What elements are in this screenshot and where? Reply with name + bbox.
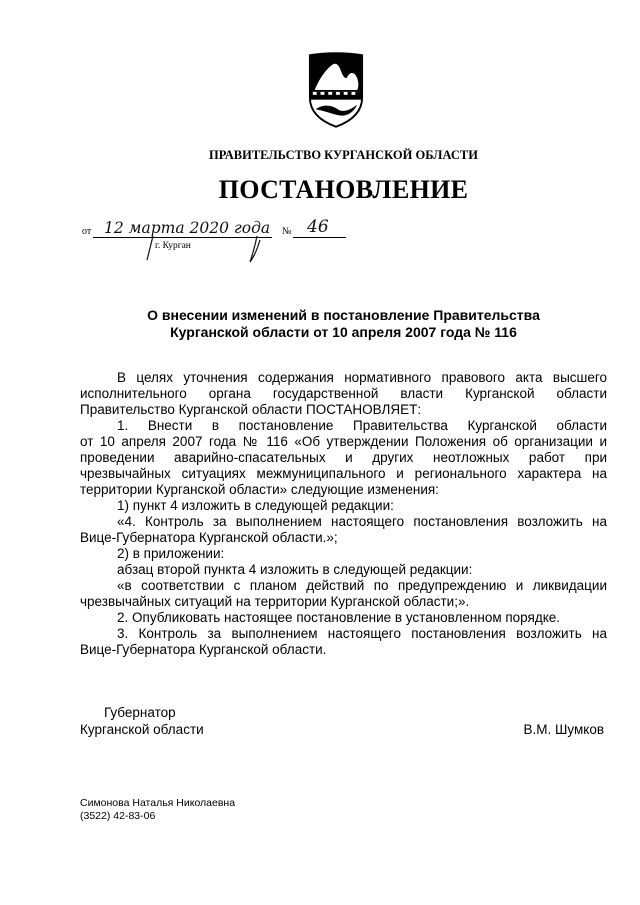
document-title — [80, 307, 607, 341]
fortress-wall — [310, 92, 362, 100]
handwriting-strokes — [140, 224, 270, 266]
body-line: Вице-Губернатора Курганской области.»; — [80, 530, 338, 545]
body-line: чрезвычайных ситуациях межмуниципального и регионального характера на — [80, 466, 607, 481]
body-line: «в соответствии с планом действий по предупреждению и ликвидации — [117, 578, 607, 593]
signatory-position: Губернатор — [104, 705, 176, 720]
body-line: Вице-Губернатора Курганской области. — [80, 642, 327, 657]
executor-name: Симонова Наталья Николаевна — [80, 797, 236, 809]
body-line: исполнительного органа государственной власти Курганской области — [80, 386, 607, 401]
document-type-heading: ПОСТАНОВЛЕНИЕ — [218, 175, 469, 204]
coat-of-arms-icon — [307, 51, 365, 129]
handwriting-stroke — [147, 236, 153, 260]
body-line: от 10 апреля 2007 года № 116 «Об утверждении Положения об организации и — [80, 434, 607, 449]
body-line: 2) в приложении: — [117, 546, 225, 561]
handwritten-number: 46 — [307, 217, 329, 237]
body-line: «4. Контроль за выполнением настоящего постановления возложить на — [117, 514, 607, 529]
number-prefix: № — [282, 226, 292, 237]
body-line: чрезвычайных ситуаций на территории Курганской области;». — [80, 594, 470, 609]
body-line: проведении аварийно-спасательных и других неотложных работ при — [80, 450, 607, 465]
organization-name: ПРАВИТЕЛЬСТВО КУРГАНСКОЙ ОБЛАСТИ — [209, 148, 478, 162]
date-prefix: от — [82, 226, 92, 237]
signatory-position: Курганской области — [80, 722, 204, 737]
title-line: О внесении изменений в постановление Правительства — [147, 307, 540, 323]
body-line: В целях уточнения содержания нормативного правового акта высшего — [117, 370, 607, 385]
document-body — [80, 370, 607, 658]
handwritten-date: 12 марта 2020 года — [104, 219, 271, 237]
executor-phone: (3522) 42-83-06 — [80, 810, 156, 822]
body-line: 3. Контроль за выполнением настоящего постановления возложить на — [117, 626, 607, 641]
body-line: абзац второй пункта 4 изложить в следующей редакции: — [117, 562, 473, 577]
body-line: 1. Внести в постановление Правительства Курганской области — [117, 418, 607, 433]
number-underline — [293, 237, 346, 238]
body-line: территории Курганской области» следующие изменения: — [80, 482, 439, 497]
title-line: Курганской области от 10 апреля 2007 года № 116 — [170, 324, 517, 340]
body-line: 2. Опубликовать настоящее постановление в установленном порядке. — [117, 610, 561, 625]
place-of-issue: г. Курган — [155, 241, 191, 251]
body-line: 1) пункт 4 изложить в следующей редакции: — [117, 498, 394, 513]
signatory-name: В.М. Шумков — [523, 722, 604, 737]
body-line: Правительство Курганской области ПОСТАНОВЛЯЕТ: — [80, 402, 422, 417]
handwriting-stroke — [250, 236, 260, 262]
